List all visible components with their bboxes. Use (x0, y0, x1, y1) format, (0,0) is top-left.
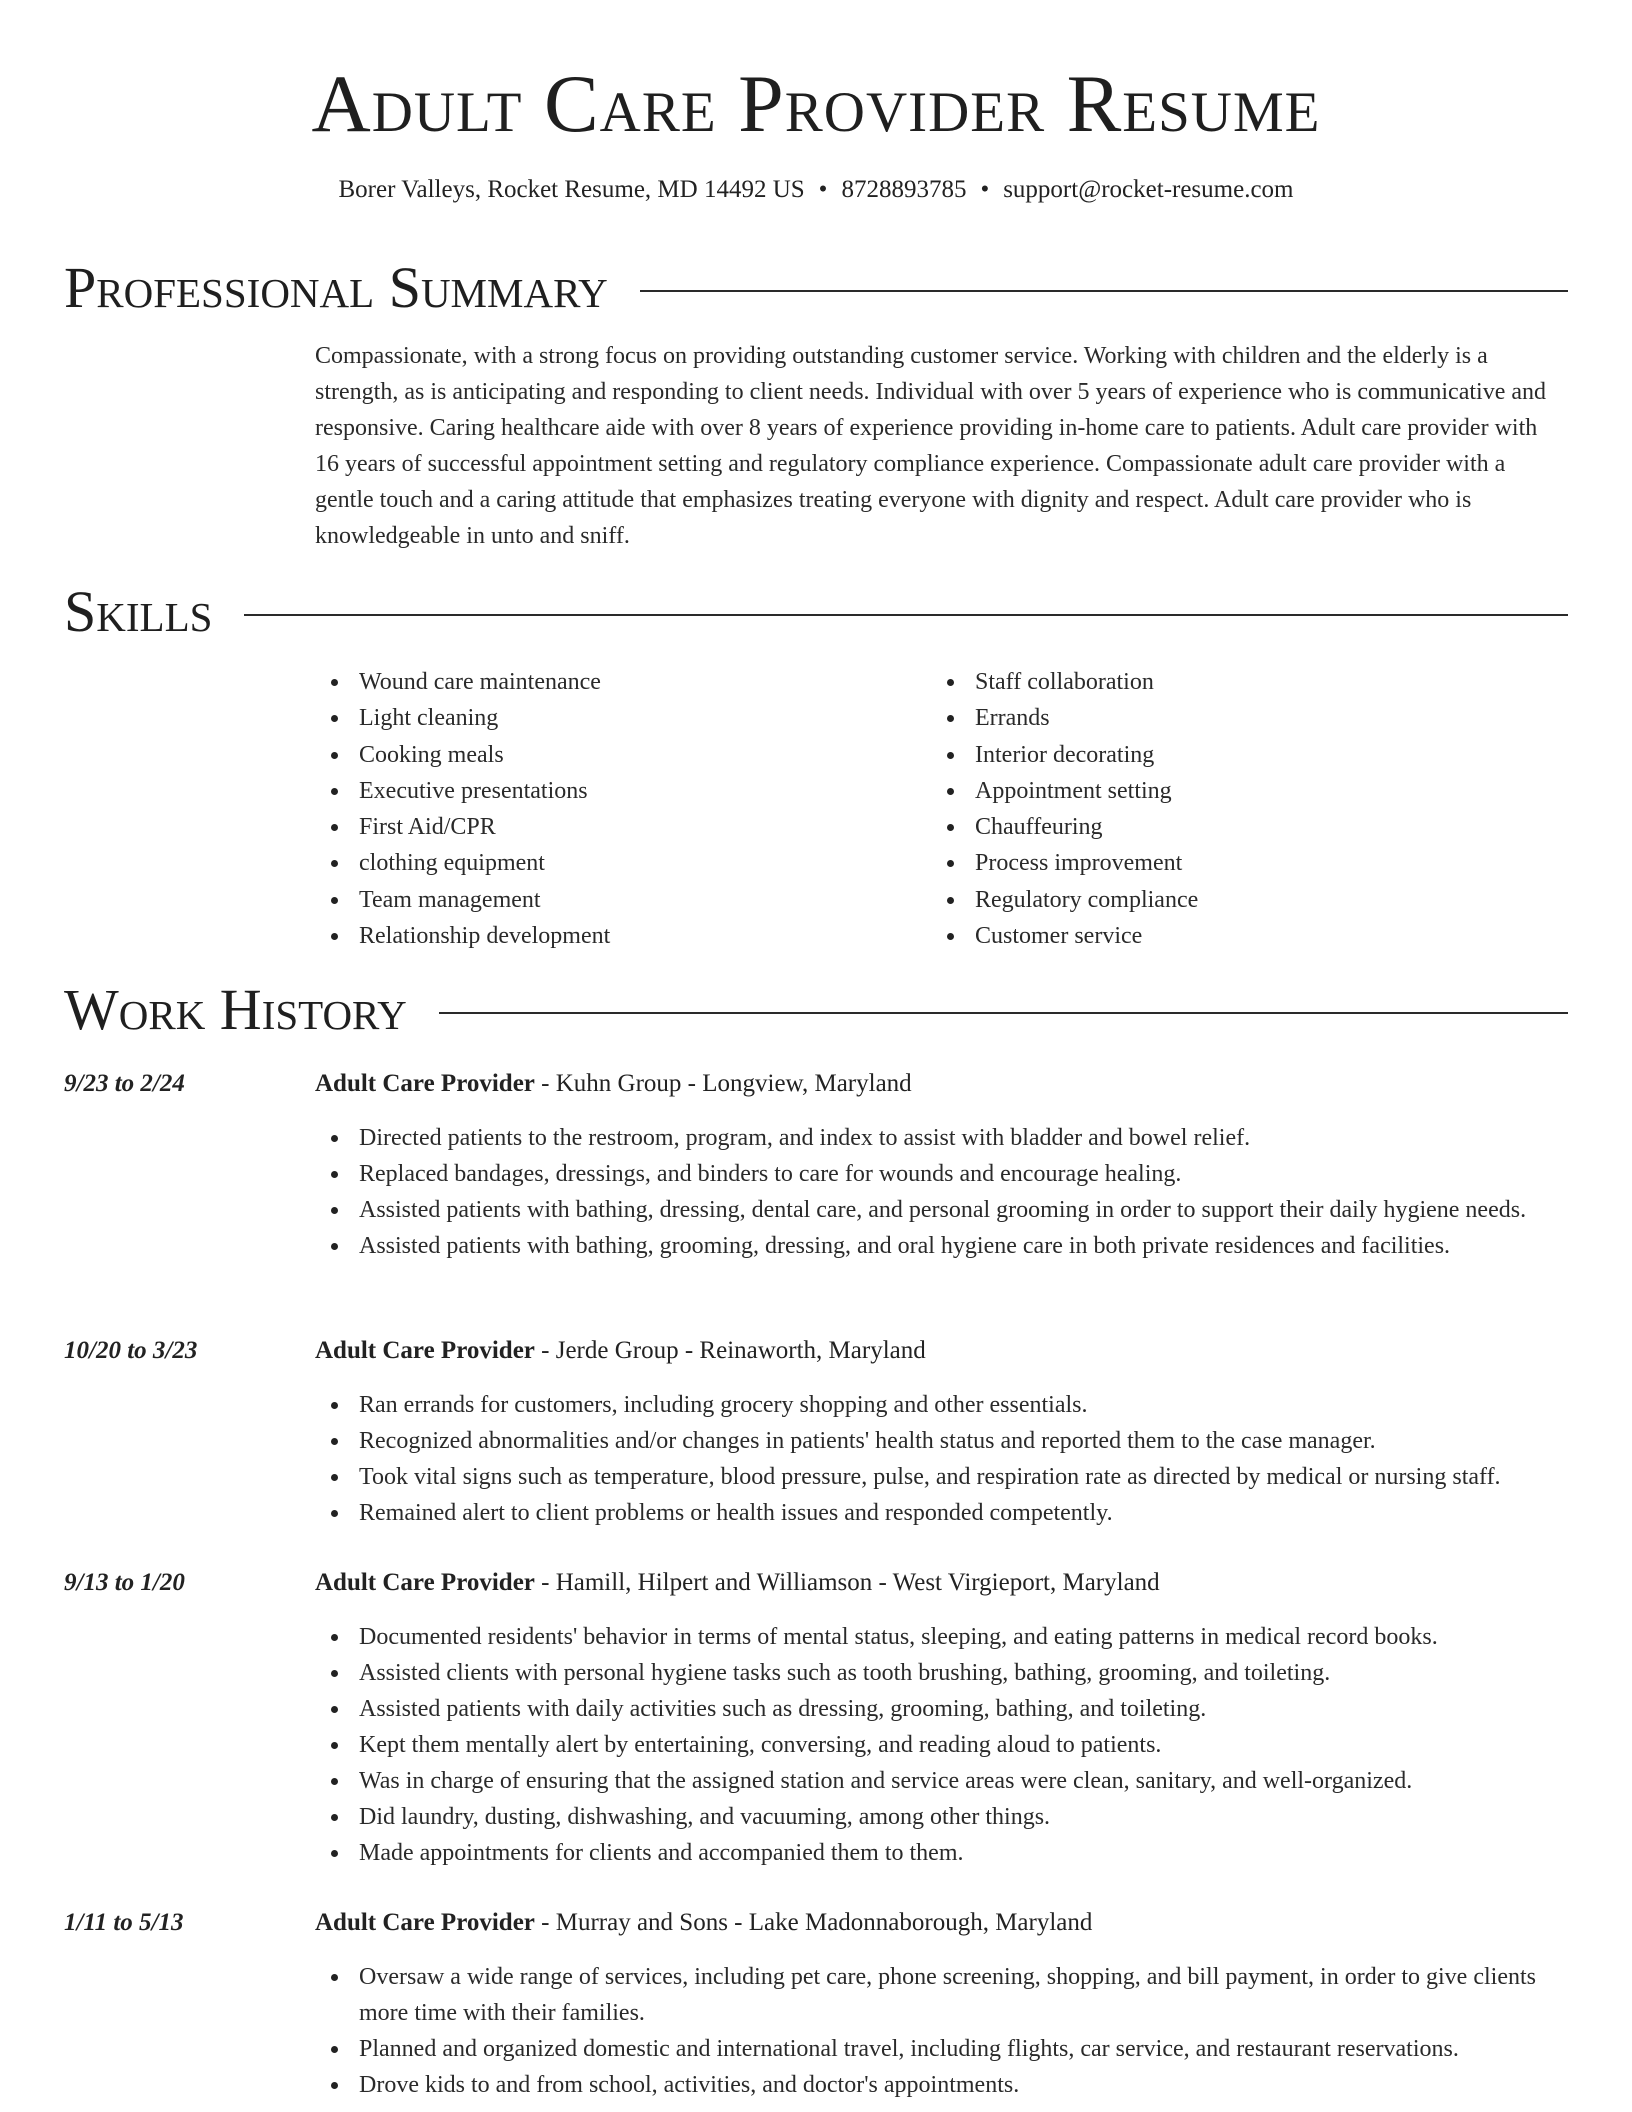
skill-item: clothing equipment (315, 845, 875, 881)
contact-separator: • (980, 176, 990, 203)
skills-section-header (64, 580, 1568, 644)
job-duty: Assisted clients with personal hygiene tasks such as tooth brushing, bathing, grooming, and toileting. (315, 1655, 1568, 1691)
job-duty: Recognized abnormalities and/or changes in patients' health status and reported them to the case manager. (315, 1423, 1568, 1459)
skill-item: Process improvement (931, 845, 1531, 881)
job-duty: Was in charge of ensuring that the assigned station and service areas were clean, sanitary, and well-organized. (315, 1763, 1568, 1799)
job-header (315, 1905, 1565, 1941)
job-header (315, 1333, 1565, 1369)
contact-phone: 8728893785 (841, 176, 967, 203)
job-dates: 10/20 to 3/23 (64, 1337, 198, 1364)
job-duty: Assisted patients with daily activities such as dressing, grooming, bathing, and toileting. (315, 1691, 1568, 1727)
skill-item: Chauffeuring (931, 809, 1531, 845)
job-dates: 9/13 to 1/20 (64, 1569, 185, 1596)
job-dates: 9/23 to 2/24 (64, 1070, 185, 1097)
job-duties-list (315, 1387, 1568, 1531)
contact-separator: • (818, 176, 828, 203)
job-duty: Remained alert to client problems or health issues and responded competently. (315, 1495, 1568, 1531)
summary-section-header (64, 256, 1568, 320)
skill-item: Interior decorating (931, 737, 1531, 773)
job-role: Adult Care Provider (315, 1070, 535, 1097)
skill-item: Regulatory compliance (931, 882, 1531, 918)
job-company-location: - Kuhn Group - Longview, Maryland (534, 1070, 912, 1097)
skill-item: Executive presentations (315, 773, 875, 809)
summary-heading: Professional Summary (64, 255, 608, 320)
job-duty: Drove kids to and from school, activities, and doctor's appointments. (315, 2067, 1568, 2103)
contact-email[interactable]: support@rocket-resume.com (1003, 176, 1294, 203)
job-company-location: - Jerde Group - Reinaworth, Maryland (534, 1337, 926, 1364)
skill-item: Appointment setting (931, 773, 1531, 809)
skill-item: Relationship development (315, 918, 875, 954)
job-role: Adult Care Provider (315, 1569, 535, 1596)
job-duties-list (315, 1120, 1568, 1264)
job-company-location: - Hamill, Hilpert and Williamson - West Virgieport, Maryland (534, 1569, 1160, 1596)
skills-list-left (315, 664, 875, 954)
skill-item: Team management (315, 882, 875, 918)
contact-address: Borer Valleys, Rocket Resume, MD 14492 US (338, 176, 805, 203)
job-role: Adult Care Provider (315, 1337, 535, 1364)
job-duty: Replaced bandages, dressings, and binders to care for wounds and encourage healing. (315, 1156, 1568, 1192)
section-divider (439, 1012, 1568, 1014)
job-duty: Directed patients to the restroom, program, and index to assist with bladder and bowel relief. (315, 1120, 1568, 1156)
skills-list-right (931, 664, 1531, 954)
job-duty: Took vital signs such as temperature, blood pressure, pulse, and respiration rate as directed by medical or nursing staff. (315, 1459, 1568, 1495)
job-duty: Assisted patients with bathing, grooming, dressing, and oral hygiene care in both private residences and facilities. (315, 1228, 1568, 1264)
job-duties-list (315, 1959, 1568, 2103)
job-header (315, 1066, 1565, 1102)
job-header (315, 1565, 1565, 1601)
work-section-header (64, 978, 1568, 1042)
resume-title: Adult Care Provider Resume (311, 58, 1321, 149)
job-duty: Assisted patients with bathing, dressing, dental care, and personal grooming in order to support their daily hygiene needs. (315, 1192, 1568, 1228)
summary-text: Compassionate, with a strong focus on providing outstanding customer service. Working with children and the elderly is a strength, as is anticipating and responding to client needs. Individual with over 5 years of experience who is communicative and responsive. Caring healthcare aide with over 8 years of experience providing in-home care to patients. Adult care provider with 16 years of successful appointment setting and regulatory compliance experience. Compassionate adult care provider with a gentle touch and a caring attitude that emphasizes treating everyone with dignity and respect. Adult care provider who is knowledgeable in unto and sniff. (315, 343, 1546, 549)
job-role: Adult Care Provider (315, 1909, 535, 1936)
skill-item: Staff collaboration (931, 664, 1531, 700)
job-dates: 1/11 to 5/13 (64, 1909, 184, 1936)
work-heading: Work History (64, 977, 407, 1042)
job-duty: Planned and organized domestic and international travel, including flights, car service, and restaurant reservations. (315, 2031, 1568, 2067)
job-duty: Kept them mentally alert by entertaining, conversing, and reading aloud to patients. (315, 1727, 1568, 1763)
contact-line (0, 174, 1632, 206)
skill-item: Light cleaning (315, 700, 875, 736)
skill-item: Wound care maintenance (315, 664, 875, 700)
job-duty: Documented residents' behavior in terms of mental status, sleeping, and eating patterns in medical record books. (315, 1619, 1568, 1655)
job-company-location: - Murray and Sons - Lake Madonnaborough, Maryland (534, 1909, 1093, 1936)
job-duty: Ran errands for customers, including grocery shopping and other essentials. (315, 1387, 1568, 1423)
job-duty: Made appointments for clients and accompanied them to them. (315, 1835, 1568, 1871)
job-duty: Oversaw a wide range of services, including pet care, phone screening, shopping, and bill payment, in order to give clients more time with their families. (315, 1959, 1568, 2031)
section-divider (640, 290, 1568, 292)
job-duty: Did laundry, dusting, dishwashing, and vacuuming, among other things. (315, 1799, 1568, 1835)
skill-item: First Aid/CPR (315, 809, 875, 845)
job-duties-list (315, 1619, 1568, 1871)
section-divider (244, 614, 1568, 616)
skills-heading: Skills (64, 579, 213, 644)
skill-item: Cooking meals (315, 737, 875, 773)
skill-item: Errands (931, 700, 1531, 736)
skill-item: Customer service (931, 918, 1531, 954)
